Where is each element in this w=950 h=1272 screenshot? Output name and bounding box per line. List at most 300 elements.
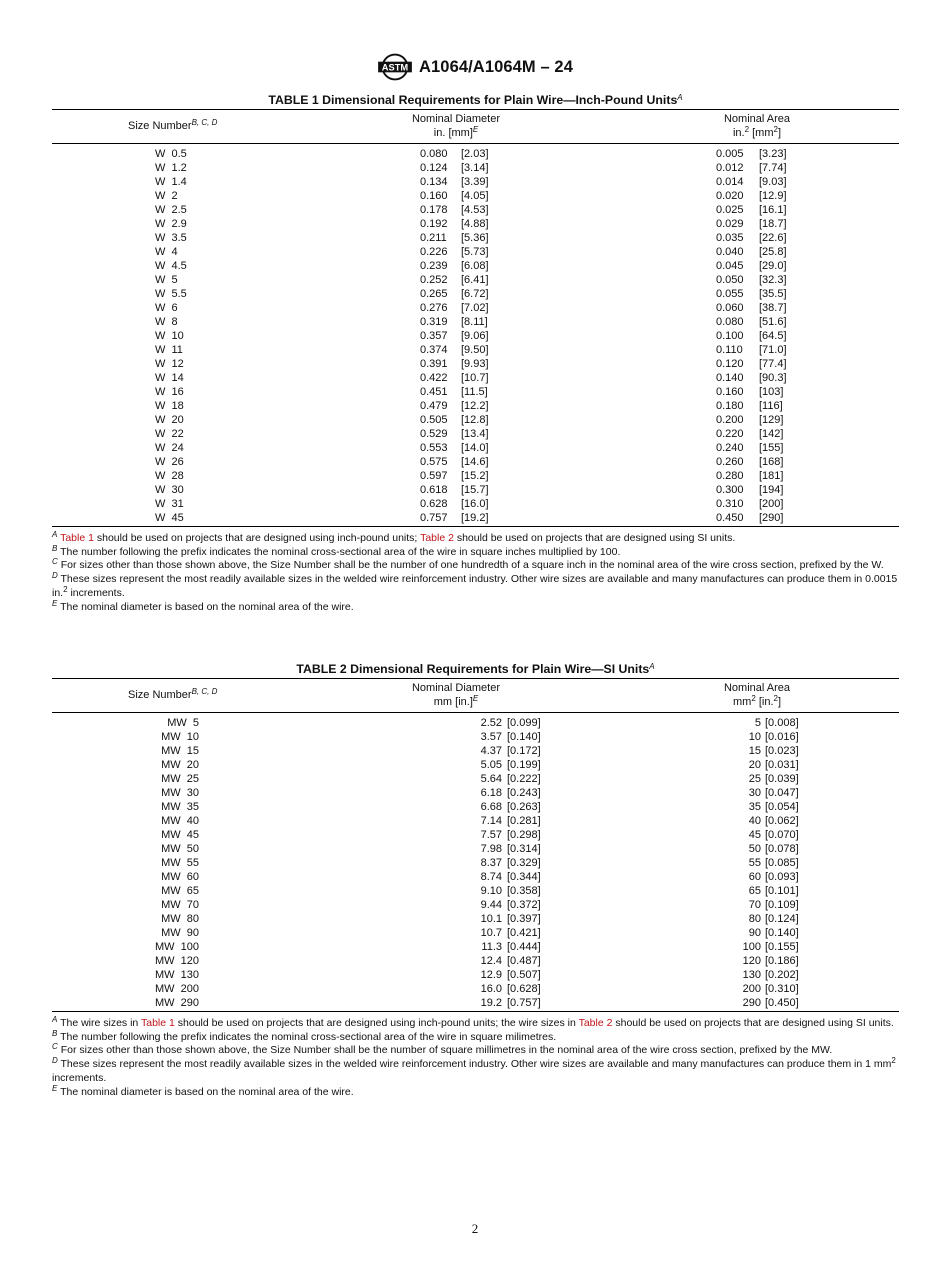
area-cell: 0.200 bbox=[716, 414, 744, 426]
diameter-cell: 12.9 bbox=[480, 969, 502, 981]
diameter-cell: 0.374 bbox=[420, 344, 448, 356]
diameter-alt-cell: [3.14] bbox=[461, 162, 489, 174]
table1-footnote-e: $^E$ The nominal diameter is based on the nominal area of the wire. bbox=[52, 598, 354, 613]
page-number: 2 bbox=[471, 1221, 479, 1236]
diameter-cell: 0.575 bbox=[420, 456, 448, 468]
area-alt-cell: [0.023] bbox=[765, 745, 799, 757]
table-row bbox=[52, 217, 899, 231]
diameter-cell: 0.265 bbox=[420, 288, 448, 300]
diameter-cell: 7.14 bbox=[480, 815, 502, 827]
size-cell: W 22 bbox=[155, 428, 184, 440]
area-cell: 0.040 bbox=[716, 246, 744, 258]
size-cell: W 11 bbox=[155, 344, 183, 356]
table2-link-ref[interactable]: Table 2 bbox=[578, 1017, 613, 1029]
diameter-cell: 5.05 bbox=[480, 759, 502, 771]
document-header bbox=[0, 50, 950, 84]
table-row bbox=[52, 385, 899, 399]
diameter-alt-cell: [0.314] bbox=[507, 843, 541, 855]
size-cell: MW 130 bbox=[154, 969, 199, 981]
area-alt-cell: [0.085] bbox=[765, 857, 799, 869]
size-cell: W 31 bbox=[155, 498, 184, 510]
area-alt-cell: [0.008] bbox=[765, 717, 799, 729]
diameter-cell: 8.37 bbox=[480, 857, 502, 869]
diameter-alt-cell: [9.06] bbox=[461, 330, 489, 342]
area-alt-cell: [0.093] bbox=[765, 871, 799, 883]
area-cell: 20 bbox=[748, 759, 761, 771]
area-cell: 0.050 bbox=[716, 274, 744, 286]
table-row bbox=[52, 968, 899, 982]
area-cell: 0.045 bbox=[716, 260, 744, 272]
table-row bbox=[52, 828, 899, 842]
table-row bbox=[52, 455, 899, 469]
area-cell: 0.025 bbox=[716, 204, 744, 216]
table-row bbox=[52, 716, 899, 730]
table-row bbox=[52, 497, 899, 511]
area-cell: 15 bbox=[748, 745, 761, 757]
table-row bbox=[52, 730, 899, 744]
area-cell: 55 bbox=[748, 857, 761, 869]
diameter-alt-cell: [13.4] bbox=[461, 428, 489, 440]
diameter-alt-cell: [0.628] bbox=[507, 983, 541, 995]
table-row bbox=[52, 982, 899, 996]
diameter-cell: 12.4 bbox=[480, 955, 502, 967]
area-alt-cell: [142] bbox=[759, 428, 784, 440]
area-cell: 40 bbox=[748, 815, 761, 827]
area-alt-cell: [290] bbox=[759, 512, 784, 524]
table-row bbox=[52, 273, 899, 287]
size-cell: W 1.2 bbox=[155, 162, 187, 174]
diameter-cell: 9.44 bbox=[480, 899, 502, 911]
diameter-cell: 10.7 bbox=[480, 927, 502, 939]
area-alt-cell: [0.310] bbox=[765, 983, 799, 995]
table2-footnotes bbox=[52, 1017, 899, 1099]
diameter-alt-cell: [7.02] bbox=[461, 302, 489, 314]
table-row bbox=[52, 329, 899, 343]
diameter-cell: 0.529 bbox=[420, 428, 448, 440]
diameter-alt-cell: [0.372] bbox=[507, 899, 541, 911]
diameter-alt-cell: [4.05] bbox=[461, 190, 489, 202]
diameter-cell: 0.391 bbox=[420, 358, 448, 370]
diameter-alt-cell: [14.6] bbox=[461, 456, 489, 468]
table-row bbox=[52, 786, 899, 800]
table-row bbox=[52, 483, 899, 497]
area-alt-cell: [0.202] bbox=[765, 969, 799, 981]
area-cell: 10 bbox=[748, 731, 761, 743]
area-alt-cell: [0.101] bbox=[765, 885, 799, 897]
size-cell: W 3.5 bbox=[155, 232, 187, 244]
table1-header-row bbox=[52, 109, 899, 144]
area-cell: 0.240 bbox=[716, 442, 744, 454]
size-cell: MW 15 bbox=[161, 745, 199, 757]
table-row bbox=[52, 800, 899, 814]
table-row bbox=[52, 259, 899, 273]
area-alt-cell: [90.3] bbox=[759, 372, 787, 384]
table2-body bbox=[52, 713, 899, 1012]
area-alt-cell: [129] bbox=[759, 414, 784, 426]
size-cell: W 28 bbox=[155, 470, 184, 482]
table-row bbox=[52, 912, 899, 926]
table-row bbox=[52, 758, 899, 772]
diameter-alt-cell: [0.507] bbox=[507, 969, 541, 981]
area-cell: 0.300 bbox=[716, 484, 744, 496]
size-cell: MW 50 bbox=[161, 843, 199, 855]
area-alt-cell: [0.155] bbox=[765, 941, 799, 953]
diameter-alt-cell: [5.73] bbox=[461, 246, 489, 258]
area-cell: 0.280 bbox=[716, 470, 744, 482]
diameter-cell: 5.64 bbox=[480, 773, 502, 785]
diameter-cell: 6.18 bbox=[480, 787, 502, 799]
size-cell: W 6 bbox=[155, 302, 178, 314]
size-cell: W 2 bbox=[155, 190, 178, 202]
area-alt-cell: [116] bbox=[759, 400, 783, 412]
area-cell: 70 bbox=[748, 899, 761, 911]
table-row bbox=[52, 287, 899, 301]
area-alt-cell: [9.03] bbox=[759, 176, 787, 188]
area-cell: 65 bbox=[748, 885, 761, 897]
table-row bbox=[52, 441, 899, 455]
area-cell: 5 bbox=[754, 717, 761, 729]
table2 bbox=[52, 661, 899, 1099]
table-row bbox=[52, 189, 899, 203]
table-row bbox=[52, 315, 899, 329]
area-cell: 0.005 bbox=[716, 148, 744, 160]
size-cell: MW 200 bbox=[154, 983, 199, 995]
area-cell: 0.120 bbox=[716, 358, 744, 370]
size-cell: W 5.5 bbox=[155, 288, 187, 300]
size-cell: MW 65 bbox=[161, 885, 199, 897]
area-cell: 0.220 bbox=[716, 428, 744, 440]
area-cell: 0.014 bbox=[716, 176, 744, 188]
diameter-alt-cell: [3.39] bbox=[461, 176, 489, 188]
area-cell: 35 bbox=[748, 801, 761, 813]
size-cell: W 24 bbox=[155, 442, 184, 454]
table2-footnote-b: $^B$ The number following the prefix indicates the nominal cross-sectional area of the wire in square milimetres. bbox=[52, 1028, 557, 1043]
area-cell: 130 bbox=[742, 969, 761, 981]
table-row bbox=[52, 842, 899, 856]
diameter-cell: 0.628 bbox=[420, 498, 448, 510]
diameter-cell: 0.226 bbox=[420, 246, 448, 258]
diameter-cell: 0.451 bbox=[420, 386, 448, 398]
diameter-alt-cell: [0.281] bbox=[507, 815, 541, 827]
size-cell: W 16 bbox=[155, 386, 184, 398]
area-cell: 0.140 bbox=[716, 372, 744, 384]
table1-footnote-c: $^C$ For sizes other than those shown above, the Size Number shall be the number of one hundredth of a square inch in the nominal area of the wire cross section, prefixed by the W. bbox=[52, 557, 884, 572]
area-alt-cell: [51.6] bbox=[759, 316, 787, 328]
area-cell: 0.310 bbox=[716, 498, 744, 510]
diameter-cell: 0.252 bbox=[420, 274, 448, 286]
table1-col-nominal-area: Nominal Area in.$^2$ $[mm^2]$ bbox=[723, 113, 791, 139]
table-row bbox=[52, 772, 899, 786]
size-cell: W 8 bbox=[155, 316, 178, 328]
diameter-cell: 7.57 bbox=[480, 829, 502, 841]
diameter-cell: 6.68 bbox=[480, 801, 502, 813]
diameter-cell: 0.276 bbox=[420, 302, 448, 314]
area-alt-cell: [0.039] bbox=[765, 773, 799, 785]
area-alt-cell: [0.070] bbox=[765, 829, 799, 841]
table1-link-ref[interactable]: Table 1 bbox=[141, 1017, 175, 1029]
diameter-cell: 0.597 bbox=[420, 470, 448, 482]
diameter-cell: 0.422 bbox=[420, 372, 448, 384]
area-alt-cell: [103] bbox=[759, 386, 784, 398]
size-cell: MW 80 bbox=[161, 913, 199, 925]
diameter-alt-cell: [14.0] bbox=[461, 442, 489, 454]
diameter-cell: 0.505 bbox=[420, 414, 448, 426]
diameter-alt-cell: [11.5] bbox=[461, 386, 488, 398]
diameter-cell: 9.10 bbox=[480, 885, 502, 897]
table1-title: TABLE 1 Dimensional Requirements for Plain Wire—Inch-Pound Units$^A$ bbox=[268, 93, 683, 107]
area-alt-cell: [12.9] bbox=[759, 190, 787, 202]
area-cell: 45 bbox=[748, 829, 761, 841]
table-row bbox=[52, 744, 899, 758]
diameter-alt-cell: [4.53] bbox=[461, 204, 489, 216]
size-cell: MW 35 bbox=[161, 801, 199, 813]
size-cell: W 30 bbox=[155, 484, 184, 496]
table-row bbox=[52, 856, 899, 870]
diameter-cell: 8.74 bbox=[480, 871, 502, 883]
area-cell: 0.020 bbox=[716, 190, 744, 202]
diameter-alt-cell: [19.2] bbox=[461, 512, 489, 524]
diameter-cell: 16.0 bbox=[480, 983, 502, 995]
diameter-alt-cell: [0.487] bbox=[507, 955, 541, 967]
table2-header-row bbox=[52, 678, 899, 713]
size-cell: W 10 bbox=[155, 330, 184, 342]
table-row bbox=[52, 231, 899, 245]
area-alt-cell: [200] bbox=[759, 498, 784, 510]
table-row bbox=[52, 940, 899, 954]
table-row bbox=[52, 926, 899, 940]
area-cell: 0.260 bbox=[716, 456, 744, 468]
table-row bbox=[52, 469, 899, 483]
area-cell: 0.180 bbox=[716, 400, 744, 412]
diameter-alt-cell: [16.0] bbox=[461, 498, 489, 510]
area-cell: 0.035 bbox=[716, 232, 744, 244]
diameter-cell: 0.319 bbox=[420, 316, 448, 328]
table-row bbox=[52, 898, 899, 912]
diameter-alt-cell: [2.03] bbox=[461, 148, 489, 160]
table-row bbox=[52, 413, 899, 427]
table-row bbox=[52, 203, 899, 217]
diameter-alt-cell: [0.172] bbox=[507, 745, 541, 757]
area-cell: 0.160 bbox=[716, 386, 744, 398]
diameter-cell: 0.553 bbox=[420, 442, 448, 454]
table-row bbox=[52, 301, 899, 315]
area-cell: 30 bbox=[748, 787, 761, 799]
diameter-alt-cell: [0.140] bbox=[507, 731, 541, 743]
table-row bbox=[52, 175, 899, 189]
diameter-alt-cell: [10.7] bbox=[461, 372, 489, 384]
size-cell: MW 40 bbox=[161, 815, 199, 827]
table-row bbox=[52, 427, 899, 441]
area-alt-cell: [0.078] bbox=[765, 843, 799, 855]
size-cell: MW 55 bbox=[161, 857, 199, 869]
diameter-alt-cell: [8.11] bbox=[461, 316, 488, 328]
area-alt-cell: [155] bbox=[759, 442, 784, 454]
document-title: A1064/A1064M – 24 bbox=[419, 57, 573, 76]
diameter-alt-cell: [12.2] bbox=[461, 400, 489, 412]
diameter-cell: 11.3 bbox=[481, 941, 502, 953]
diameter-alt-cell: [0.199] bbox=[507, 759, 541, 771]
diameter-alt-cell: [0.329] bbox=[507, 857, 541, 869]
area-alt-cell: [0.450] bbox=[765, 997, 799, 1009]
table2-footnote-e: $^E$ The nominal diameter is based on the nominal area of the wire. bbox=[52, 1083, 354, 1098]
diameter-alt-cell: [9.93] bbox=[461, 358, 489, 370]
area-alt-cell: [168] bbox=[759, 456, 784, 468]
size-cell: MW 290 bbox=[154, 997, 199, 1009]
diameter-alt-cell: [6.08] bbox=[461, 260, 489, 272]
area-alt-cell: [22.6] bbox=[759, 232, 787, 244]
area-alt-cell: [0.047] bbox=[765, 787, 799, 799]
size-cell: MW 10 bbox=[161, 731, 199, 743]
diameter-alt-cell: [6.72] bbox=[461, 288, 489, 300]
area-cell: 100 bbox=[742, 941, 761, 953]
area-cell: 0.450 bbox=[716, 512, 744, 524]
area-cell: 0.012 bbox=[716, 162, 744, 174]
area-alt-cell: [3.23] bbox=[759, 148, 787, 160]
size-cell: MW 30 bbox=[161, 787, 199, 799]
area-cell: 200 bbox=[742, 983, 761, 995]
diameter-cell: 7.98 bbox=[480, 843, 502, 855]
diameter-cell: 0.211 bbox=[420, 232, 447, 244]
table-row bbox=[52, 884, 899, 898]
table2-footnote-a: $^A$ The wire sizes in Table 1 should be used on projects that are designed using inch-pound units; the wire sizes in Table 2 should be used on projects that are designed using SI units. bbox=[52, 1015, 894, 1029]
table1-link-ref[interactable]: Table 1 bbox=[60, 532, 94, 544]
table1-footnotes bbox=[52, 532, 899, 614]
area-cell: 0.055 bbox=[716, 288, 744, 300]
area-alt-cell: [38.7] bbox=[759, 302, 787, 314]
table-row bbox=[52, 511, 899, 525]
diameter-cell: 0.178 bbox=[420, 204, 448, 216]
table2-footnote-c: $^C$ For sizes other than those shown above, the Size Number shall be the number of square millimetres in the nominal area of the wire cross section, prefixed by the MW. bbox=[52, 1042, 833, 1057]
astm-logo-text: ASTM bbox=[381, 62, 409, 73]
size-cell: MW 20 bbox=[161, 759, 199, 771]
diameter-alt-cell: [12.8] bbox=[461, 414, 489, 426]
size-cell: W 0.5 bbox=[155, 148, 187, 160]
area-alt-cell: [0.054] bbox=[765, 801, 799, 813]
diameter-alt-cell: [5.36] bbox=[461, 232, 489, 244]
size-cell: MW 120 bbox=[154, 955, 199, 967]
diameter-alt-cell: [0.222] bbox=[507, 773, 541, 785]
diameter-cell: 0.124 bbox=[420, 162, 448, 174]
area-alt-cell: [7.74] bbox=[759, 162, 787, 174]
area-cell: 120 bbox=[742, 955, 761, 967]
diameter-alt-cell: [15.7] bbox=[461, 484, 489, 496]
size-cell: MW 5 bbox=[167, 717, 199, 729]
area-cell: 0.080 bbox=[716, 316, 744, 328]
diameter-cell: 0.357 bbox=[420, 330, 448, 342]
diameter-cell: 0.080 bbox=[420, 148, 448, 160]
area-cell: 50 bbox=[748, 843, 761, 855]
table-row bbox=[52, 371, 899, 385]
area-alt-cell: [32.3] bbox=[759, 274, 787, 286]
size-cell: MW 70 bbox=[161, 899, 199, 911]
area-alt-cell: [18.7] bbox=[759, 218, 787, 230]
table2-col-nominal-area: Nominal Area $mm^2$ [in.$^2$] bbox=[723, 682, 791, 708]
table-row bbox=[52, 954, 899, 968]
diameter-alt-cell: [0.298] bbox=[507, 829, 541, 841]
size-cell: MW 90 bbox=[161, 927, 199, 939]
size-cell: W 45 bbox=[155, 512, 184, 524]
diameter-alt-cell: [0.421] bbox=[507, 927, 541, 939]
area-alt-cell: [0.062] bbox=[765, 815, 799, 827]
size-cell: MW 45 bbox=[161, 829, 199, 841]
diameter-alt-cell: [0.444] bbox=[507, 941, 541, 953]
size-cell: W 4.5 bbox=[155, 260, 187, 272]
area-cell: 25 bbox=[748, 773, 761, 785]
diameter-alt-cell: [0.358] bbox=[507, 885, 541, 897]
diameter-cell: 0.239 bbox=[420, 260, 448, 272]
diameter-cell: 0.134 bbox=[420, 176, 448, 188]
diameter-alt-cell: [0.344] bbox=[507, 871, 541, 883]
area-cell: 0.060 bbox=[716, 302, 744, 314]
size-cell: W 18 bbox=[155, 400, 184, 412]
area-alt-cell: [71.0] bbox=[759, 344, 787, 356]
table2-col-nominal-diameter: Nominal Diameter mm $[in.]^E$ bbox=[411, 682, 501, 708]
size-cell: W 12 bbox=[155, 358, 184, 370]
area-alt-cell: [64.5] bbox=[759, 330, 787, 342]
size-cell: W 2.9 bbox=[155, 218, 187, 230]
diameter-cell: 3.57 bbox=[480, 731, 502, 743]
diameter-alt-cell: [0.397] bbox=[507, 913, 541, 925]
diameter-alt-cell: [0.757] bbox=[507, 997, 541, 1009]
area-alt-cell: [35.5] bbox=[759, 288, 787, 300]
area-alt-cell: [0.124] bbox=[765, 913, 799, 925]
area-alt-cell: [181] bbox=[759, 470, 784, 482]
size-cell: W 20 bbox=[155, 414, 184, 426]
diameter-cell: 4.37 bbox=[480, 745, 502, 757]
astm-logo-icon bbox=[377, 51, 413, 83]
table-row bbox=[52, 147, 899, 161]
table-row bbox=[52, 245, 899, 259]
area-alt-cell: [0.016] bbox=[765, 731, 799, 743]
size-cell: MW 60 bbox=[161, 871, 199, 883]
diameter-cell: 0.757 bbox=[420, 512, 448, 524]
area-cell: 290 bbox=[742, 997, 761, 1009]
diameter-cell: 0.618 bbox=[420, 484, 448, 496]
area-alt-cell: [0.140] bbox=[765, 927, 799, 939]
diameter-alt-cell: [4.88] bbox=[461, 218, 489, 230]
table2-footnote-d: $^D$ These sizes represent the most readily available sizes in the welded wire reinforcement industry. Other wire sizes are available and many manufactures can produce them in 1 $mm^2$ increments. bbox=[52, 1056, 896, 1084]
size-cell: W 2.5 bbox=[155, 204, 187, 216]
size-cell: W 1.4 bbox=[155, 176, 187, 188]
table1-footnote-d: $^D$ These sizes represent the most readily available sizes in the welded wire reinforcement industry. Other wire sizes are available and many manufactures can produce them in 0.0015 in.$^2$ increments. bbox=[52, 571, 898, 599]
diameter-cell: 0.160 bbox=[420, 190, 448, 202]
table1 bbox=[52, 92, 899, 614]
diameter-alt-cell: [15.2] bbox=[461, 470, 489, 482]
table-row bbox=[52, 343, 899, 357]
table1-footnote-b: $^B$ The number following the prefix indicates the nominal cross-sectional area of the wire in square inches multiplied by 100. bbox=[52, 543, 621, 558]
diameter-alt-cell: [9.50] bbox=[461, 344, 489, 356]
table1-col-size-number: Size Number$^{B, C, D}$ bbox=[128, 118, 218, 132]
size-cell: W 14 bbox=[155, 372, 184, 384]
table-row bbox=[52, 357, 899, 371]
area-cell: 0.029 bbox=[716, 218, 744, 230]
size-cell: W 26 bbox=[155, 456, 184, 468]
area-cell: 90 bbox=[748, 927, 761, 939]
size-cell: MW 25 bbox=[161, 773, 199, 785]
table-row bbox=[52, 161, 899, 175]
table2-col-size-number: Size Number$^{B, C, D}$ bbox=[128, 687, 218, 701]
table2-link-ref[interactable]: Table 2 bbox=[420, 532, 454, 544]
table-row bbox=[52, 399, 899, 413]
area-alt-cell: [16.1] bbox=[759, 204, 787, 216]
area-alt-cell: [0.031] bbox=[765, 759, 799, 771]
diameter-alt-cell: [6.41] bbox=[461, 274, 489, 286]
area-cell: 60 bbox=[748, 871, 761, 883]
table-row bbox=[52, 814, 899, 828]
table2-title: TABLE 2 Dimensional Requirements for Plain Wire—SI Units$^A$ bbox=[296, 662, 655, 676]
diameter-alt-cell: [0.099] bbox=[507, 717, 541, 729]
size-cell: W 4 bbox=[155, 246, 178, 258]
